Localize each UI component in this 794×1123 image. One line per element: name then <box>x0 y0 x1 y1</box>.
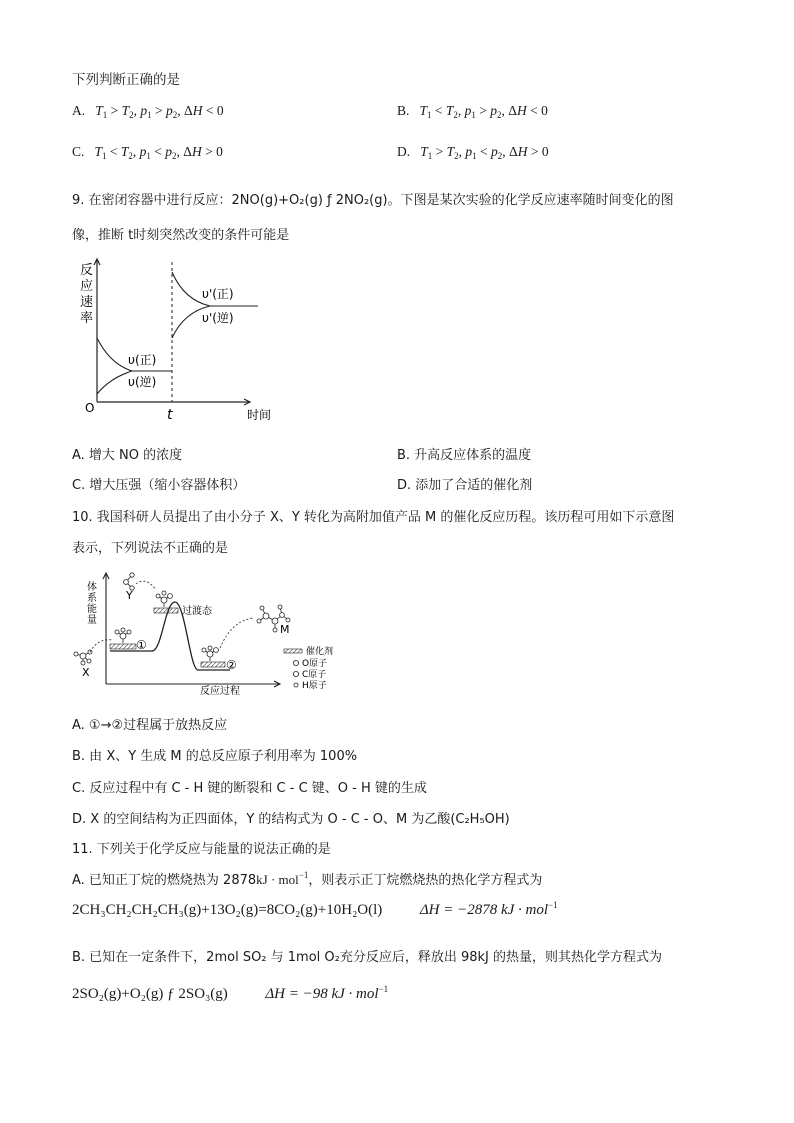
q8-option-a[interactable]: A. $T_1 > T_2$, $p_1 > p_2$, ΔH < 0 <box>72 103 224 120</box>
q8-option-b[interactable]: B. $T_1 < T_2$, $p_1 > p_2$, ΔH < 0 <box>397 103 548 120</box>
q9-stem-line2: 像，推断 t时刻突然改变的条件可能是 <box>72 228 290 243</box>
legend-h-icon <box>294 683 298 687</box>
q10-option-b[interactable]: B. 由 X、Y 生成 M 的总反应原子利用率为 100% <box>72 749 358 764</box>
diagram-ylabel-1: 体 <box>87 582 97 593</box>
label-forward-before: υ(正) <box>128 353 157 367</box>
curve-reverse-before <box>97 371 132 394</box>
graph-t-label: t <box>167 407 173 423</box>
rate-time-graph <box>70 256 290 426</box>
diagram-xlabel: 反应过程 <box>200 686 240 697</box>
adsorbed-molecule-1 <box>115 628 131 643</box>
q11-equation-b: 2SO₂(g)+O₂(g) ƒ 2SO₃(g) ΔH = −98 kJ · mol$^{-1}$ <box>72 984 389 1002</box>
intro-text: 下列判断正确的是 <box>72 72 180 88</box>
q9-option-a[interactable]: A. 增大 NO 的浓度 <box>72 448 183 463</box>
label-x: X <box>82 666 90 679</box>
q9-option-b[interactable]: B. 升高反应体系的温度 <box>397 448 532 463</box>
q8-option-d[interactable]: D. $T_1 > T_2$, $p_1 < p_2$, ΔH > 0 <box>397 144 549 161</box>
q11-option-b[interactable]: B. 已知在一定条件下，2mol SO₂ 与 1mol O₂充分反应后，释放出 98kJ 的热量，则其热化学方程式为 <box>72 950 663 965</box>
adsorbed-molecule-2 <box>202 646 218 661</box>
q10-option-a[interactable]: A. ①→②过程属于放热反应 <box>72 718 228 733</box>
graph-origin-label: O <box>85 401 95 415</box>
legend-catalyst-swatch <box>284 649 302 653</box>
graph-ylabel-2: 应 <box>80 279 94 294</box>
step-2-label: ② <box>226 658 237 672</box>
q10-option-c[interactable]: C. 反应过程中有 C - H 键的断裂和 C - C 键、O - H 键的生成 <box>72 781 427 796</box>
label-m: M <box>280 623 290 636</box>
graph-xlabel: 时间 <box>247 408 272 422</box>
q9-stem-line1: 9. 在密闭容器中进行反应：2NO(g)+O₂(g) ƒ 2NO₂(g)。下图是某次实验的化学反应速率随时间变化的图 <box>72 193 674 208</box>
arrow-x-to-1 <box>90 640 112 652</box>
label-reverse-before: υ(逆) <box>128 375 157 389</box>
diagram-ylabel-4: 量 <box>87 615 97 626</box>
legend-o-icon <box>293 660 298 665</box>
diagram-ylabel-2: 系 <box>87 593 97 604</box>
q10-option-d[interactable]: D. X 的空间结构为正四面体，Y 的结构式为 O - C - O、M 为乙酸(C₂H₅OH) <box>72 812 510 827</box>
legend-o-label: O原子 <box>302 659 328 669</box>
q9-option-c[interactable]: C. 增大压强（缩小容器体积） <box>72 478 246 493</box>
energy-profile-diagram <box>70 566 370 706</box>
molecule-x <box>74 650 92 665</box>
graph-ylabel-4: 率 <box>80 311 94 326</box>
molecule-y <box>124 573 135 590</box>
transition-state-label: 过渡态 <box>182 606 212 617</box>
diagram-ylabel-3: 能 <box>87 604 97 615</box>
graph-ylabel-3: 速 <box>80 295 94 310</box>
graph-ylabel-1: 反 <box>80 263 94 278</box>
label-y: Y <box>126 589 133 602</box>
q10-stem-line2: 表示，下列说法不正确的是 <box>72 541 229 556</box>
label-forward-after: υ'(正) <box>202 287 234 301</box>
catalyst-bar-ts <box>154 608 178 613</box>
transition-state-molecule <box>156 591 172 607</box>
label-reverse-after: υ'(逆) <box>202 311 234 325</box>
q8-option-c[interactable]: C. $T_1 < T_2$, $p_1 < p_2$, ΔH > 0 <box>72 144 223 161</box>
catalyst-bar-1 <box>110 644 136 649</box>
q9-option-d[interactable]: D. 添加了合适的催化剂 <box>397 478 533 493</box>
q11-equation-a: 2CH₃CH₂CH₂CH₃(g)+13O₂(g)=8CO₂(g)+10H₂O(l) ΔH = −2878 kJ · mol$^{-1}$ <box>72 900 558 918</box>
arrow-y-to-ts <box>136 581 156 590</box>
legend-h-label: H原子 <box>302 681 327 691</box>
q11-option-a[interactable]: A. 已知正丁烷的燃烧热为 2878kJ · mol$^{-1}$，则表示正丁烷燃烧热的热化学方程式为 <box>72 870 543 888</box>
legend-catalyst-label: 催化剂 <box>306 647 334 657</box>
catalyst-bar-2 <box>201 662 225 667</box>
q11-stem: 11. 下列关于化学反应与能量的说法正确的是 <box>72 842 331 857</box>
arrow-2-to-m <box>220 618 254 648</box>
step-1-label: ① <box>136 638 147 652</box>
legend-c-label: C原子 <box>302 670 327 680</box>
q10-stem-line1: 10. 我国科研人员提出了由小分子 X、Y 转化为高附加值产品 M 的催化反应历程。该历程可用如下示意图 <box>72 510 675 525</box>
legend-c-icon <box>293 671 298 676</box>
